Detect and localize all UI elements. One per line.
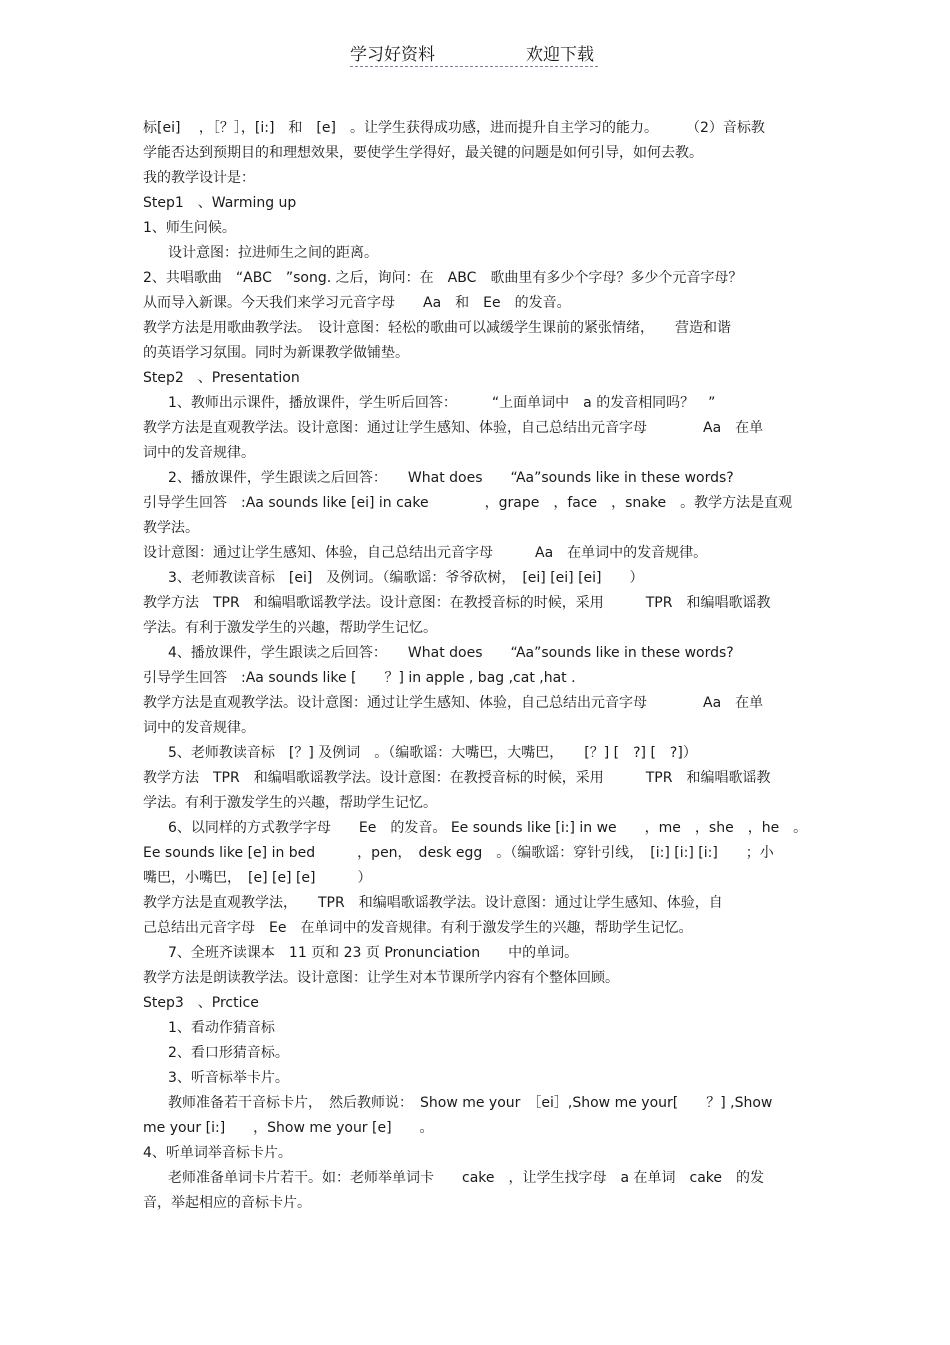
text-line: 5、老师教读音标 [？] 及例词 。（编歌谣：大嘴巴，大嘴巴， [？] [ ?] [ ?]） [168,745,697,761]
text-line: 设计意图：通过让学生感知、体验，自己总结出元音字母 Aa 在单词中的发音规律。 [143,545,708,561]
text-line: 从而导入新课。今天我们来学习元音字母 Aa 和 Ee 的发音。 [143,295,571,311]
text-line: 老师准备单词卡片若干。如：老师举单词卡 cake ，让学生找字母 a 在单词 cake 的发 [168,1170,765,1186]
text-line: 3、老师教读音标 [ei] 及例词。（编歌谣：爷爷砍树， [ei] [ei] [ei] ） [168,570,644,586]
text-line: 2、播放课件，学生跟读之后回答： What does “Aa”sounds like in these words? [168,470,734,486]
document-body [143,116,808,1216]
text-line: 7、全班齐读课本 11 页和 23 页 Pronunciation 中的单词。 [168,945,579,961]
text-line: 引导学生回答 :Aa sounds like [ ？] in apple , bag ,cat ,hat . [143,670,576,686]
text-line: 音，举起相应的音标卡片。 [143,1195,311,1211]
text-line: 教学方法是朗读教学法。设计意图：让学生对本节课所学内容有个整体回顾。 [143,970,619,986]
section-heading-step2: Step2 、Presentation [143,370,300,386]
text-line: 4、听单词举音标卡片。 [143,1145,292,1161]
text-line: 教学法。 [143,520,199,536]
text-line: 教学方法是直观教学法， TPR 和编唱歌谣教学法。设计意图：通过让学生感知、体验，自 [143,895,723,911]
text-line: 1、看动作猜音标 [168,1020,275,1036]
text-line: 我的教学设计是： [143,170,255,186]
text-line: 教学方法是直观教学法。设计意图：通过让学生感知、体验，自己总结出元音字母 Aa 在单 [143,695,764,711]
text-line: 2、看口形猜音标。 [168,1045,289,1061]
text-line: 引导学生回答 :Aa sounds like [ei] in cake ，grape ，face ，snake 。教学方法是直观 [143,495,793,511]
text-line: 教学方法 TPR 和编唱歌谣教学法。设计意图：在教授音标的时候，采用 TPR 和编唱歌谣教 [143,595,771,611]
text-line: 3、听音标举卡片。 [168,1070,289,1086]
text-line: 设计意图：拉进师生之间的距离。 [168,245,378,261]
header-right-text: 欢迎下载 [526,45,594,65]
text-line: 嘴巴，小嘴巴， [e] [e] [e] ） [143,870,372,886]
text-line: 4、播放课件，学生跟读之后回答： What does “Aa”sounds like in these words? [168,645,734,661]
text-line: 的英语学习氛围。同时为新课教学做铺垫。 [143,345,409,361]
text-line: 己总结出元音字母 Ee 在单词中的发音规律。有利于激发学生的兴趣，帮助学生记忆。 [143,920,693,936]
text-line: 学法。有利于激发学生的兴趣，帮助学生记忆。 [143,795,437,811]
section-heading-step1: Step1 、Warming up [143,195,297,211]
text-line: 词中的发音规律。 [143,720,255,736]
text-line: 词中的发音规律。 [143,445,255,461]
section-heading-step3: Step3 、Prctice [143,995,259,1011]
text-line: 1、师生问候。 [143,220,236,236]
text-line: 学能否达到预期目的和理想效果，要使学生学得好，最关键的问题是如何引导，如何去教。 [143,145,703,161]
text-line: Ee sounds like [e] in bed ，pen， desk egg 。（编歌谣：穿针引线， [i:] [i:] [i:] ；小 [143,845,774,861]
text-line: 教学方法是用歌曲教学法。 设计意图：轻松的歌曲可以减缓学生课前的紧张情绪， 营造和谐 [143,320,731,336]
text-line: me your [i:] ，Show me your [e] 。 [143,1120,434,1136]
text-line: 1、教师出示课件，播放课件，学生听后回答： “上面单词中 a 的发音相同吗？ ” [168,395,716,411]
page-header [350,40,598,67]
text-line: 标[ei] ，［？］，[i:] 和 [e] 。让学生获得成功感，进而提升自主学习的能力。 （2）音标教 [143,120,765,136]
text-line: 教学方法是直观教学法。设计意图：通过让学生感知、体验，自己总结出元音字母 Aa 在单 [143,420,764,436]
header-left-text: 学习好资料 [350,45,435,65]
text-line: 学法。有利于激发学生的兴趣，帮助学生记忆。 [143,620,437,636]
text-line: 教学方法 TPR 和编唱歌谣教学法。设计意图：在教授音标的时候，采用 TPR 和编唱歌谣教 [143,770,771,786]
text-line: 教师准备若干音标卡片， 然后教师说： Show me your ［ei］,Show me your[ ？] ,Show [168,1095,773,1111]
text-line: 6、以同样的方式教学字母 Ee 的发音。 Ee sounds like [i:] in we ，me ，she ，he 。 [168,820,808,836]
text-line: 2、共唱歌曲 “ABC ”song. 之后，询问：在 ABC 歌曲里有多少个字母？多少个元音字母？ [143,270,743,286]
